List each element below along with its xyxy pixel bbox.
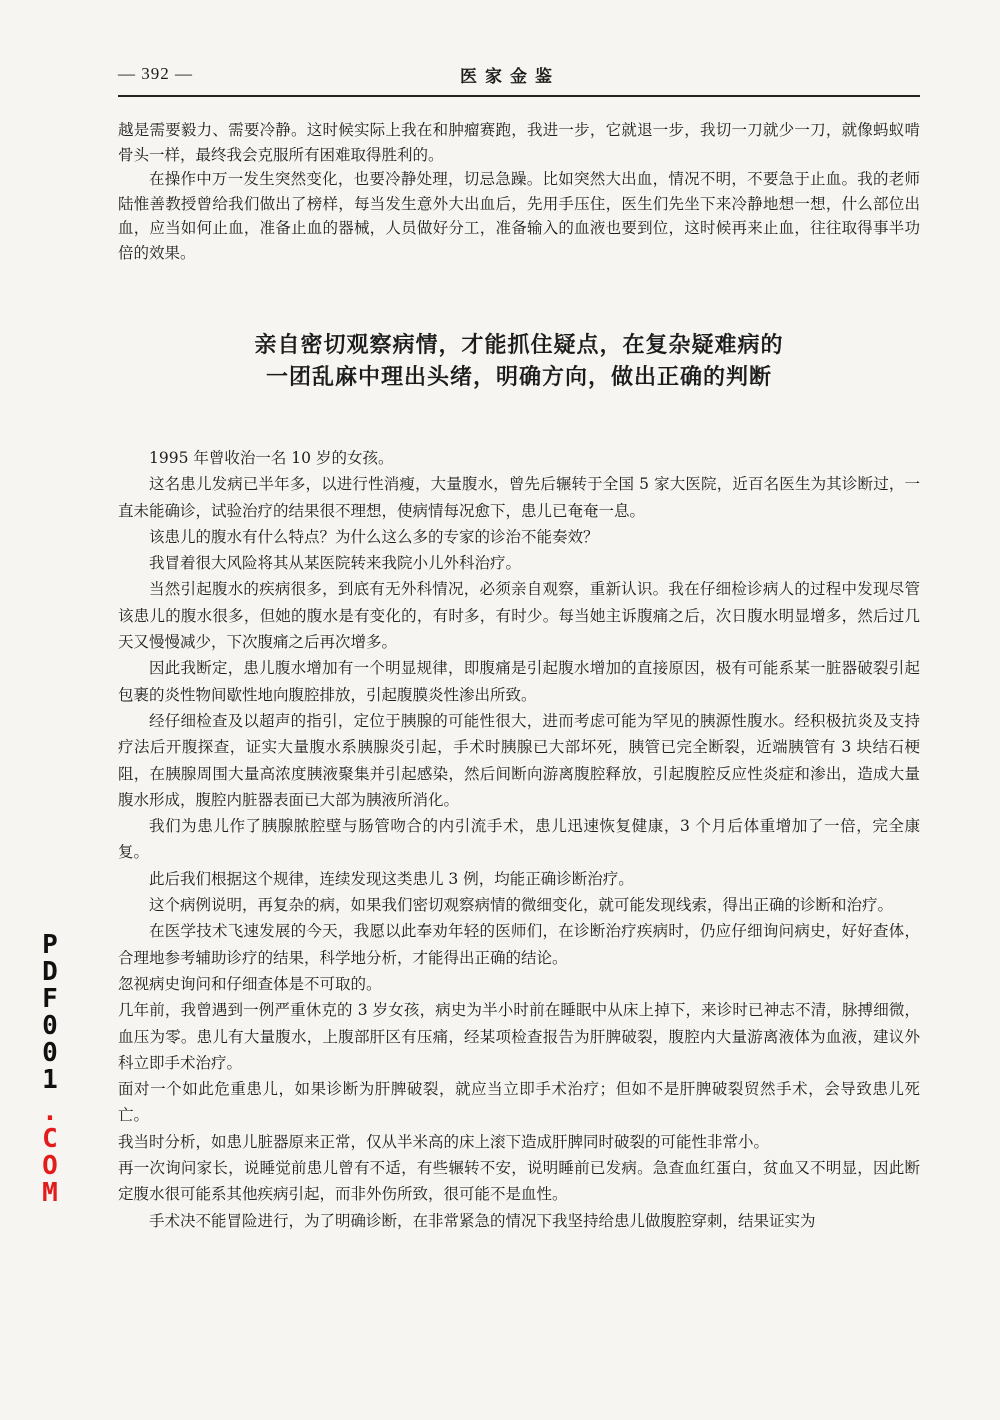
paragraph: 1995 年曾收治一名 10 岁的女孩。 xyxy=(149,449,394,467)
paragraph: 手术决不能冒险进行，为了明确诊断，在非常紧急的情况下我坚持给患儿做腹腔穿刺，结果证实为 xyxy=(149,1211,816,1230)
paragraph: 此后我们根据这个规律，连续发现这类患儿 3 例，均能正确诊断治疗。 xyxy=(149,869,634,888)
paragraph: 该患儿的腹水有什么特点？为什么这么多的专家的诊治不能奏效？ xyxy=(149,527,599,546)
page-header xyxy=(118,58,920,98)
paragraph: 面对一个如此危重患儿，如果诊断为肝脾破裂，就应当立即手术治疗；但如不是肝脾破裂贸然手术，会导致患儿死亡。 xyxy=(118,1080,920,1125)
watermark-text-black: PDF001 xyxy=(35,930,65,1092)
paragraph: 在医学技术飞速发展的今天，我愿以此奉劝年轻的医师们，在诊断治疗疾病时，仍应仔细询问病史，好好查体，合理地参考辅助诊疗的结果，科学地分析，才能得出正确的结论。 xyxy=(118,922,920,967)
paragraph: 越是需要毅力、需要冷静。这时候实际上我在和肿瘤赛跑，我进一步，它就退一步，我切一刀就少一刀，就像蚂蚁啃骨头一样，最终我会克服所有困难取得胜利的。 xyxy=(118,121,920,164)
paragraph: 这名患儿发病已半年多，以进行性消瘦，大量腹水，曾先后辗转于全国 5 家大医院，近百名医生为其诊断过，一直未能确诊，试验治疗的结果很不理想，使病情每况愈下，患儿已奄奄一息。 xyxy=(118,475,920,520)
main-text-block xyxy=(118,445,920,1234)
paragraph: 我冒着很大风险将其从某医院转来我院小儿外科治疗。 xyxy=(149,554,522,573)
paragraph: 当然引起腹水的疾病很多，到底有无外科情况，必须亲自观察，重新认识。我在仔细检诊病人的过程中发现尽管该患儿的腹水很多，但她的腹水是有变化的，有时多，有时少。每当她主诉腹痛之后，次日腹水明显增多，然后过几天又慢慢减少，下次腹痛之后再次增多。 xyxy=(118,580,920,652)
paragraph: 再一次询问家长，说睡觉前患儿曾有不适，有些辗转不安，说明睡前已发病。急查血红蛋白，贫血又不明显，因此断定腹水很可能系其他疾病引起，而非外伤所致，很可能不是血性。 xyxy=(118,1159,920,1204)
paragraph: 我们为患儿作了胰腺脓腔壁与肠管吻合的内引流手术，患儿迅速恢复健康，3 个月后体重增加了一倍，完全康复。 xyxy=(118,817,920,862)
paragraph: 经仔细检查及以超声的指引，定位于胰腺的可能性很大，进而考虑可能为罕见的胰源性腹水。经积极抗炎及支持疗法后开腹探查，证实大量腹水系胰腺炎引起，手术时胰腺已大部坏死，胰管已完全断裂，近端胰管有 3 块结石梗阻，在胰腺周围大量高浓度胰液聚集并引起感染，然后间断向游离腹腔释放，引起腹腔反应性炎症和渗出，造成大量腹水形成，腹腔内脏器表面已大部为胰液所消化。 xyxy=(118,711,920,809)
watermark xyxy=(28,930,72,1205)
paragraph: 忽视病史询问和仔细查体是不可取的。 xyxy=(118,974,382,993)
section-heading-line: 一团乱麻中理出头绪，明确方向，做出正确的判断 xyxy=(265,365,772,390)
watermark-text-red: .COM xyxy=(35,1097,65,1205)
header-rule xyxy=(118,95,920,97)
section-heading-line: 亲自密切观察病情，才能抓住疑点，在复杂疑难病的 xyxy=(254,333,784,358)
paragraph: 我当时分析，如患儿脏器原来正常，仅从半米高的床上滚下造成肝脾同时破裂的可能性非常小。 xyxy=(118,1132,770,1151)
running-title: 医家金鉴 xyxy=(460,67,560,87)
paragraph: 在操作中万一发生突然变化，也要冷静处理，切忌急躁。比如突然大出血，情况不明，不要急于止血。我的老师陆惟善教授曾给我们做出了榜样，每当发生意外大出血后，先用手压住，医生们先坐下来冷静地想一想，什么部位出血，应当如何止血，准备止血的器械，人员做好分工，准备输入的血液也要到位，这时候再来止血，往往取得事半功倍的效果。 xyxy=(118,170,920,262)
page-number: — 392 — xyxy=(118,64,193,83)
paragraph: 因此我断定，患儿腹水增加有一个明显规律，即腹痛是引起腹水增加的直接原因，极有可能系某一脏器破裂引起包裹的炎性物间歇性地向腹腔排放，引起腹膜炎性渗出所致。 xyxy=(118,659,920,704)
section-heading xyxy=(118,330,920,394)
paragraph: 这个病例说明，再复杂的病，如果我们密切观察病情的微细变化，就可能发现线索，得出正确的诊断和治疗。 xyxy=(149,896,894,915)
paragraph: 几年前，我曾遇到一例严重休克的 3 岁女孩，病史为半小时前在睡眠中从床上掉下，来诊时已神志不清，脉搏细微，血压为零。患儿有大量腹水，上腹部肝区有压痛，经某项检查报告为肝脾破裂，腹腔内大量游离液体为血液，建议外科立即手术治疗。 xyxy=(118,1001,920,1072)
top-text-block xyxy=(118,118,920,265)
